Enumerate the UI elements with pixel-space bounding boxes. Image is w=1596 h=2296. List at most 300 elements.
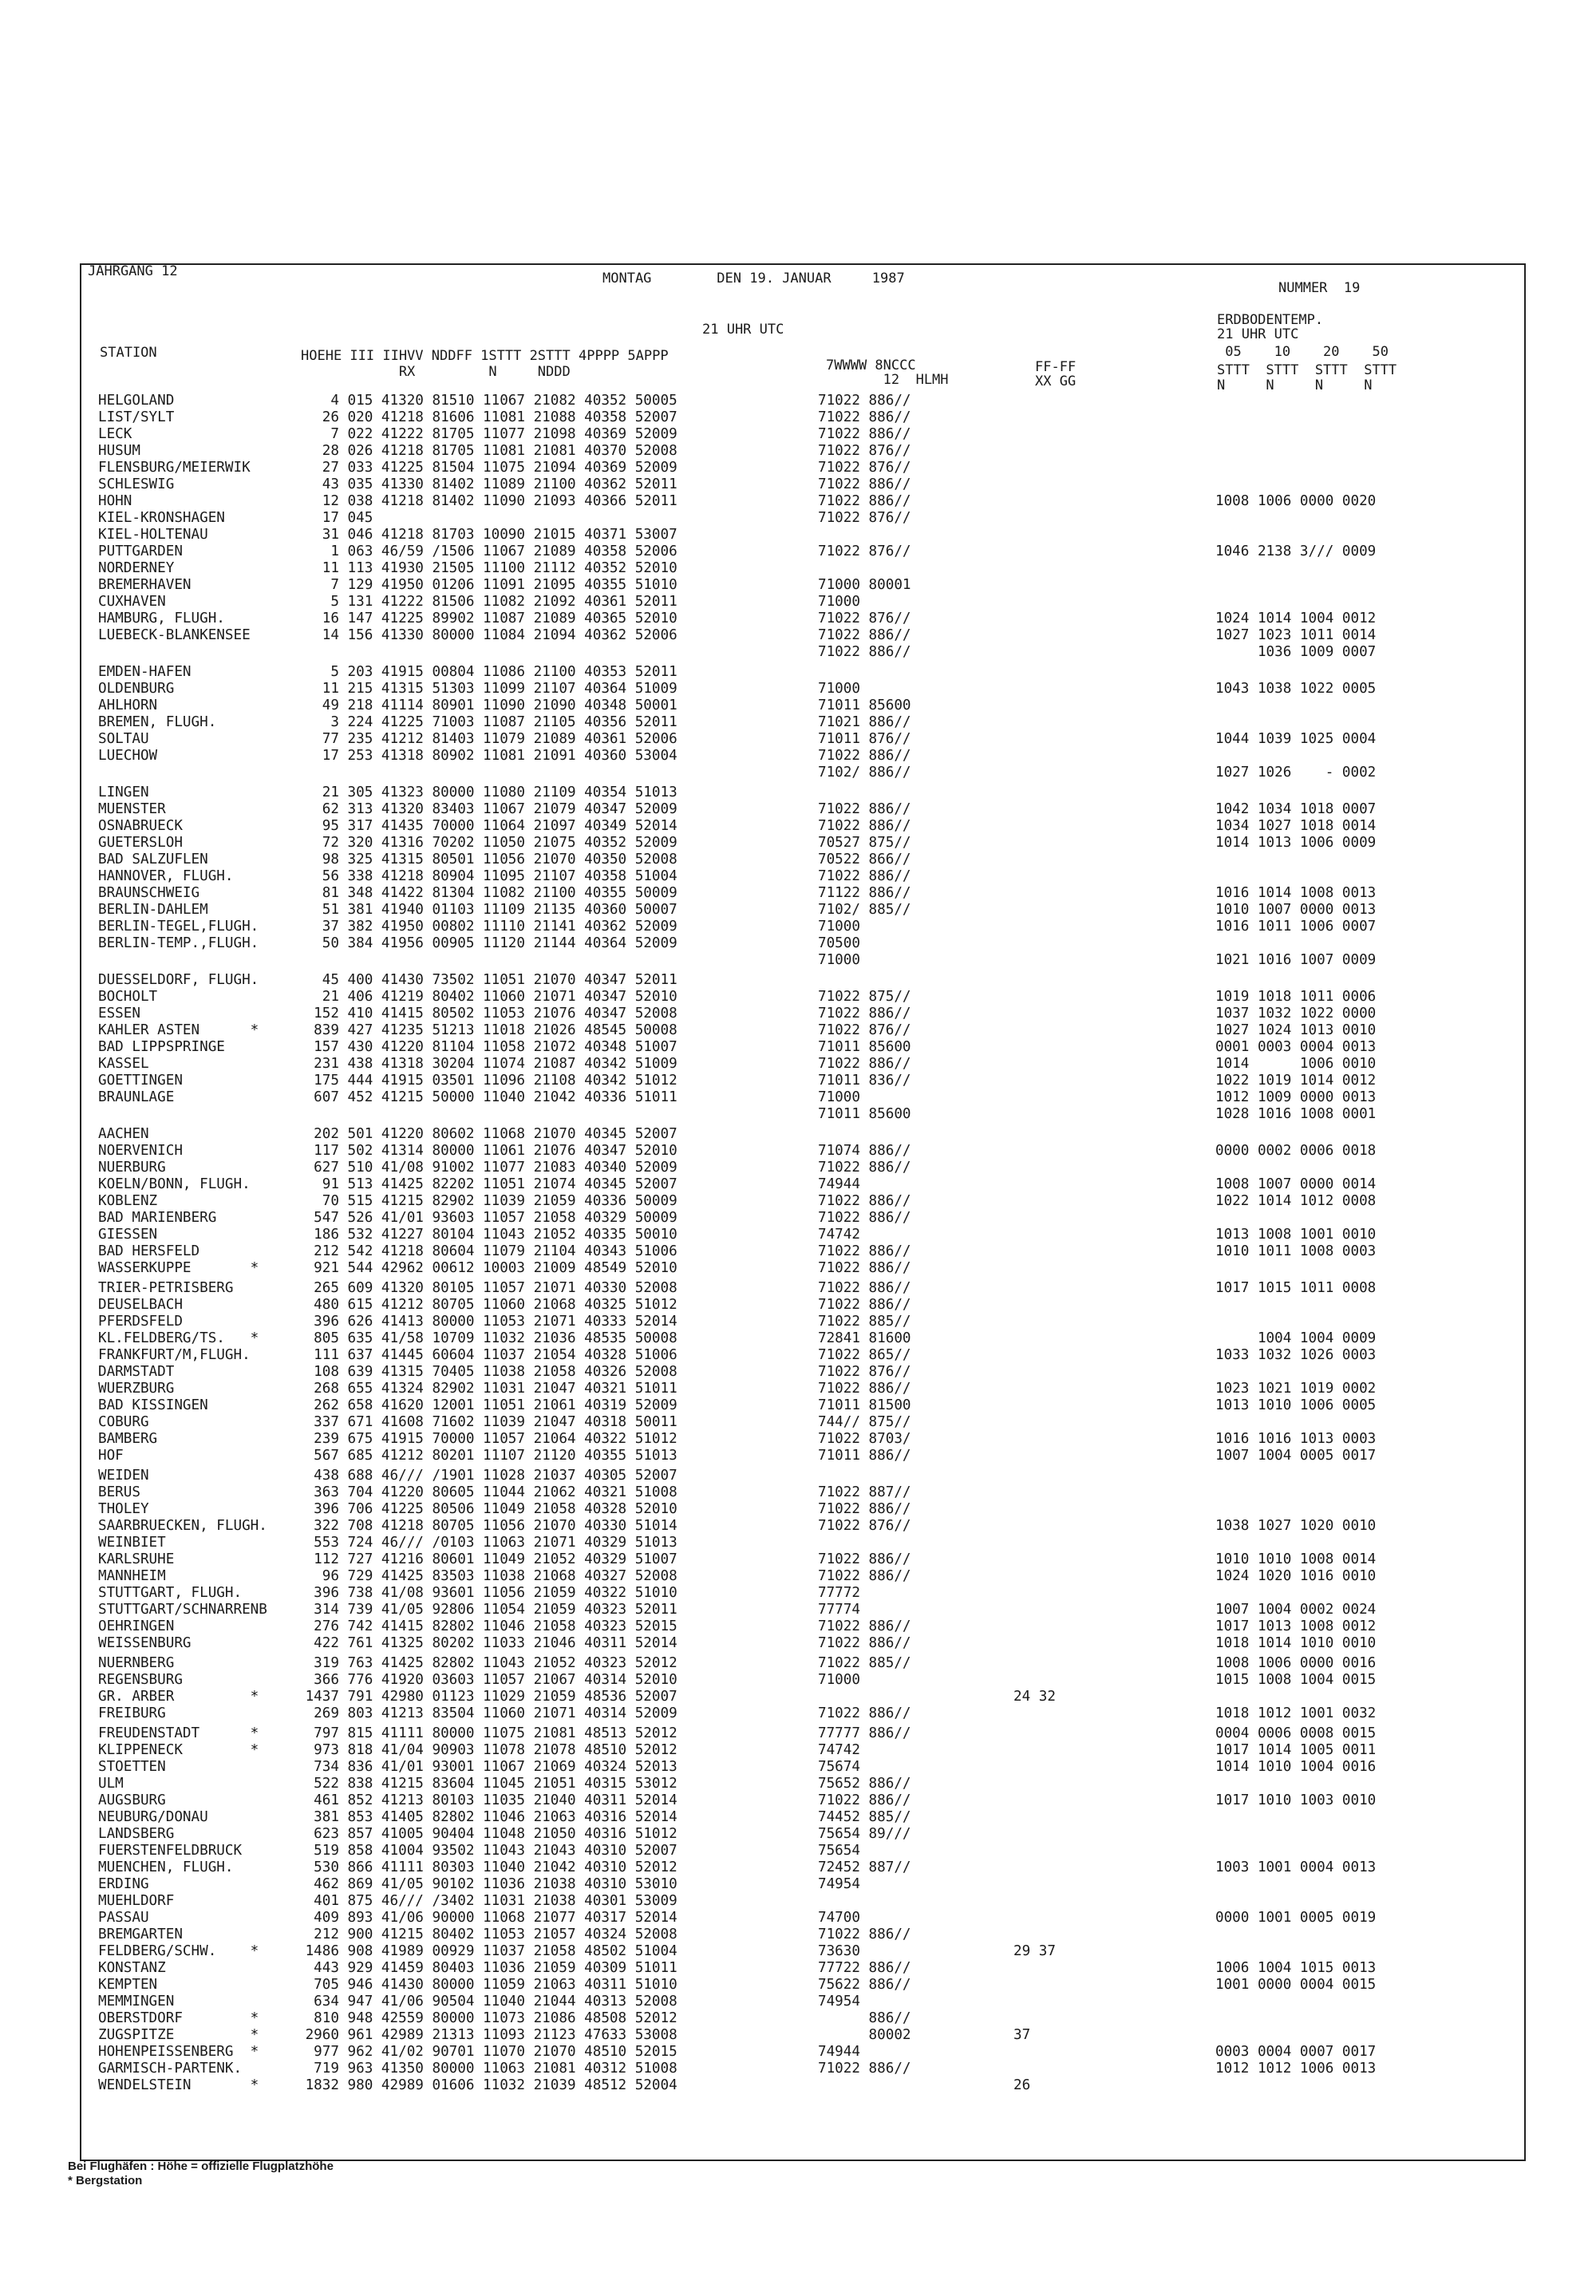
weather-code: 72841 81600: [818, 1330, 911, 1346]
weather-code: 75674: [818, 1759, 860, 1775]
table-row: [0, 1519, 1596, 1533]
station-observations: 265 609 41320 80105 11057 21071 40330 52008: [297, 1280, 678, 1296]
weather-code: 7102/ 885//: [818, 902, 911, 918]
weather-code: 7102/ 886//: [818, 765, 911, 780]
station-observations: 2960 961 42989 21313 11093 21123 47633 53008: [297, 2027, 678, 2043]
table-row: [0, 1399, 1596, 1413]
weather-code: 71022 886//: [818, 1297, 911, 1313]
table-row: [0, 1620, 1596, 1634]
station-observations: 7 022 41222 81705 11077 21098 40369 52009: [297, 426, 678, 442]
table-row: [0, 1570, 1596, 1583]
station-name: NORDERNEY: [98, 560, 175, 576]
soil-temperatures: 1014 1013 1006 0009: [1215, 835, 1377, 851]
weather-code: 71000: [818, 1672, 860, 1688]
station-observations: 108 639 41315 70405 11038 21058 40326 52008: [297, 1364, 678, 1380]
station-name: MEMMINGEN: [98, 1994, 175, 2009]
table-row: [0, 1811, 1596, 1824]
soil-temperatures: 1007 1004 0005 0017: [1215, 1448, 1377, 1464]
station-name: KOELN/BONN, FLUGH.: [98, 1176, 251, 1192]
station-name: FELDBERG/SCHW. *: [98, 1943, 259, 1959]
station-observations: 337 671 41608 71602 11039 21047 40318 50011: [297, 1414, 678, 1430]
soil-temperatures: 1013 1008 1001 0010: [1215, 1227, 1377, 1243]
station-observations: 396 626 41413 80000 11053 21071 40333 52014: [297, 1314, 678, 1330]
table-row: [0, 1587, 1596, 1600]
station-name: GIESSEN: [98, 1227, 158, 1243]
weather-code: 75652 886//: [818, 1776, 911, 1792]
station-name: KARLSRUHE: [98, 1551, 175, 1567]
weather-code: 80002: [818, 2027, 911, 2043]
table-row: [0, 1365, 1596, 1379]
station-observations: 4 015 41320 81510 11067 21082 40352 50005: [297, 393, 678, 409]
table-row: [0, 716, 1596, 729]
station-observations: 96 729 41425 83503 11038 21068 40327 52008: [297, 1568, 678, 1584]
station-name: FREUDENSTADT *: [98, 1725, 259, 1741]
station-observations: 81 348 41422 81304 11082 21100 40355 50009: [297, 885, 678, 901]
station-name: COBURG: [98, 1414, 149, 1430]
station-observations: 461 852 41213 80103 11035 21040 40311 52014: [297, 1792, 678, 1808]
table-row: [0, 1828, 1596, 1841]
weather-code: 71022 886//: [818, 1618, 911, 1634]
weather-code: 71022 876//: [818, 611, 911, 626]
station-column-header: STATION: [100, 345, 157, 361]
table-row: [0, 1449, 1596, 1463]
soil-temperatures: 1022 1014 1012 0008: [1215, 1193, 1377, 1209]
table-row: [0, 1041, 1596, 1054]
soil-temperatures: 0000 0002 0006 0018: [1215, 1143, 1377, 1159]
station-name: OSNABRUECK: [98, 818, 183, 834]
weather-code: 886//: [818, 2010, 911, 2026]
station-name: SAARBRUECKEN, FLUGH.: [98, 1518, 267, 1534]
table-row: [0, 1995, 1596, 2009]
weather-code: 71022 886//: [818, 801, 911, 817]
station-observations: 117 502 41314 80000 11061 21076 40347 52010: [297, 1143, 678, 1159]
station-name: FRANKFURT/M,FLUGH.: [98, 1347, 251, 1363]
station-observations: 805 635 41/58 10709 11032 21036 48535 50008: [297, 1330, 678, 1346]
date-label: MONTAG DEN 19. JANUAR 1987: [602, 271, 905, 287]
station-observations: 530 866 41111 80303 11040 21042 40310 52012: [297, 1859, 678, 1875]
station-name: KL.FELDBERG/TS. *: [98, 1330, 259, 1346]
table-row: [0, 1928, 1596, 1942]
soil-temperatures: 1022 1019 1014 0012: [1215, 1073, 1377, 1089]
station-observations: 734 836 41/01 93001 11067 21069 40324 52013: [297, 1759, 678, 1775]
station-observations: 705 946 41430 80000 11059 21063 40311 51010: [297, 1977, 678, 1993]
table-row: [0, 461, 1596, 475]
station-name: WEIDEN: [98, 1468, 149, 1484]
station-observations: 634 947 41/06 90504 11040 21044 40313 52008: [297, 1994, 678, 2009]
weather-code: 71000: [818, 1089, 860, 1105]
weather-code: 71022 886//: [818, 2061, 911, 2077]
soil-temperatures: 1027 1026 - 0002: [1215, 765, 1377, 780]
soil-temperatures: 1027 1023 1011 0014: [1215, 627, 1377, 643]
soil-temperatures: 0001 0003 0004 0013: [1215, 1039, 1377, 1055]
weather-code: 71000 80001: [818, 577, 911, 593]
table-row: [0, 2045, 1596, 2059]
station-name: NEUBURG/DONAU: [98, 1809, 208, 1825]
weather-code: 71022 886//: [818, 1568, 911, 1584]
weather-code: 71022 886//: [818, 1381, 911, 1397]
weather-code: 77772: [818, 1585, 860, 1601]
soil-temperatures: 1012 1012 1006 0013: [1215, 2061, 1377, 2077]
station-name: REGENSBURG: [98, 1672, 183, 1688]
weather-code: 74700: [818, 1910, 860, 1926]
soil-temperatures: 1034 1027 1018 0014: [1215, 818, 1377, 834]
table-row: [0, 445, 1596, 458]
station-name: HANNOVER, FLUGH.: [98, 868, 234, 884]
wind-gust: 26: [1013, 2077, 1031, 2093]
weather-code: 71022 886//: [818, 1193, 911, 1209]
station-observations: 5 131 41222 81506 11082 21092 40361 52011: [297, 594, 678, 610]
table-row: [0, 2079, 1596, 2092]
weather-code: 71022 865//: [818, 1347, 911, 1363]
weather-code: 71022 876//: [818, 460, 911, 476]
weather-code: 70527 875//: [818, 835, 911, 851]
station-observations: 7 129 41950 01206 11091 21095 40355 51010: [297, 577, 678, 593]
table-row: [0, 937, 1596, 950]
station-observations: 363 704 41220 80605 11044 21062 40321 51008: [297, 1484, 678, 1500]
station-name: GR. ARBER *: [98, 1689, 259, 1705]
station-observations: 719 963 41350 80000 11063 21081 40312 51008: [297, 2061, 678, 2077]
weather-code: 70522 866//: [818, 852, 911, 867]
station-observations: 623 857 41005 90404 11048 21050 40316 51012: [297, 1826, 678, 1842]
weather-code: 77722 886//: [818, 1960, 911, 1976]
station-name: GOETTINGEN: [98, 1073, 183, 1089]
station-observations: 16 147 41225 89902 11087 21089 40365 52010: [297, 611, 678, 626]
weather-code: 71022 885//: [818, 1655, 911, 1671]
weather-code: 71022 886//: [818, 426, 911, 442]
weather-code: 71022 886//: [818, 1792, 911, 1808]
weather-code: 71022 886//: [818, 493, 911, 509]
soil-temperatures: 1044 1039 1025 0004: [1215, 731, 1377, 747]
station-observations: 443 929 41459 80403 11036 21059 40309 51011: [297, 1960, 678, 1976]
weather-code: 71000: [818, 919, 860, 935]
station-name: STUTTGART, FLUGH.: [98, 1585, 243, 1601]
station-observations: 231 438 41318 30204 11074 21087 40342 51009: [297, 1056, 678, 1072]
station-observations: 1437 791 42980 01123 11029 21059 48536 52007: [297, 1689, 678, 1705]
station-observations: 522 838 41215 83604 11045 21051 40315 53012: [297, 1776, 678, 1792]
soil-temperatures: 1021 1016 1007 0009: [1215, 952, 1377, 968]
table-row: [0, 1469, 1596, 1483]
table-row: [0, 1178, 1596, 1191]
soil-temperatures: 1016 1016 1013 0003: [1215, 1431, 1377, 1447]
weather-code: 71011 876//: [818, 731, 911, 747]
station-observations: 462 869 41/05 90102 11036 21038 40310 53010: [297, 1876, 678, 1892]
weather-code: 71022 886//: [818, 1056, 911, 1072]
weather-column-header: 7WWWW 8NCCC: [826, 358, 916, 373]
soil-temperatures: 1014 1006 0010: [1215, 1056, 1377, 1072]
weather-code: 71122 886//: [818, 885, 911, 901]
station-observations: 396 738 41/08 93601 11056 21059 40322 51010: [297, 1585, 678, 1601]
weather-code: 744// 875//: [818, 1414, 911, 1430]
weather-code: 71011 85600: [818, 697, 911, 713]
station-name: MUEHLDORF: [98, 1893, 175, 1909]
soil-temperatures: 1024 1020 1016 0010: [1215, 1568, 1377, 1584]
table-row: [0, 1057, 1596, 1071]
weather-code: 71000: [818, 594, 860, 610]
station-observations: 17 253 41318 80902 11081 21091 40360 53004: [297, 748, 678, 764]
table-row: [0, 1536, 1596, 1550]
soil-temperatures: 1018 1012 1001 0032: [1215, 1705, 1377, 1721]
station-observations: 111 637 41445 60604 11037 21054 40328 51006: [297, 1347, 678, 1363]
weather-code: 71000: [818, 952, 860, 968]
weather-code: 71022 876//: [818, 443, 911, 459]
weather-code: 74742: [818, 1742, 860, 1758]
station-observations: 567 685 41212 80201 11107 21120 40355 51013: [297, 1448, 678, 1464]
table-row: [0, 1228, 1596, 1242]
station-observations: 409 893 41/06 90000 11068 21077 40317 52014: [297, 1910, 678, 1926]
station-name: HUSUM: [98, 443, 140, 459]
station-name: WUERZBURG: [98, 1381, 175, 1397]
weather-code: 75654 89///: [818, 1826, 911, 1842]
station-observations: 212 542 41218 80604 11079 21104 40343 51006: [297, 1243, 678, 1259]
table-row: [0, 612, 1596, 626]
station-name: HOHN: [98, 493, 132, 509]
station-name: DEUSELBACH: [98, 1297, 183, 1313]
station-observations: 14 156 41330 80000 11084 21094 40362 52006: [297, 627, 678, 643]
table-row: [0, 974, 1596, 987]
station-observations: 157 430 41220 81104 11058 21072 40348 51007: [297, 1039, 678, 1055]
table-row: [0, 528, 1596, 542]
weather-code: 73630: [818, 1943, 860, 1959]
weather-code: 71011 85600: [818, 1106, 911, 1122]
station-observations: 276 742 41415 82802 11046 21058 40323 52015: [297, 1618, 678, 1634]
wind-column-subheader: XX GG: [1035, 373, 1077, 389]
table-row: [0, 411, 1596, 425]
station-observations: 5 203 41915 00804 11086 21100 40353 52011: [297, 664, 678, 680]
station-observations: 401 875 46/// /3402 11031 21038 40301 53009: [297, 1893, 678, 1909]
station-name: NOERVENICH: [98, 1143, 183, 1159]
table-row: [0, 428, 1596, 441]
station-name: BERLIN-TEGEL,FLUGH.: [98, 919, 259, 935]
station-observations: 152 410 41415 80502 11053 21076 40347 52008: [297, 1006, 678, 1022]
station-name: LIST/SYLT: [98, 409, 175, 425]
station-observations: 977 962 41/02 90701 11070 21070 48510 52015: [297, 2044, 678, 2060]
table-row: [0, 2062, 1596, 2076]
table-row: [0, 1962, 1596, 1975]
station-observations: 12 038 41218 81402 11090 21093 40366 52011: [297, 493, 678, 509]
table-row: [0, 595, 1596, 609]
station-observations: 1486 908 41989 00929 11037 21058 48502 51004: [297, 1943, 678, 1959]
wind-gust: 29 37: [1013, 1943, 1056, 1959]
station-name: OEHRINGEN: [98, 1618, 175, 1634]
station-name: PASSAU: [98, 1910, 149, 1926]
station-observations: 607 452 41215 50000 11040 21042 40336 51011: [297, 1089, 678, 1105]
table-row: [0, 1945, 1596, 1958]
station-observations: 1832 980 42989 01606 11032 21039 48512 52004: [297, 2077, 678, 2093]
station-observations: 98 325 41315 80501 11056 21070 40350 52008: [297, 852, 678, 867]
table-row: [0, 1911, 1596, 1925]
weather-code: 71022 886//: [818, 1551, 911, 1567]
weather-code: 71011 85600: [818, 1039, 911, 1055]
soil-temperatures: 1015 1008 1004 0015: [1215, 1672, 1377, 1688]
table-row: [0, 1895, 1596, 1908]
station-name: BREMGARTEN: [98, 1927, 183, 1942]
station-observations: 50 384 41956 00905 11120 21144 40364 52009: [297, 935, 678, 951]
soil-temperatures: 1027 1024 1013 0010: [1215, 1022, 1377, 1038]
station-name: PFERDSFELD: [98, 1314, 183, 1330]
station-observations: 810 948 42559 80000 11073 21086 48508 52012: [297, 2010, 678, 2026]
station-name: MUENSTER: [98, 801, 166, 817]
station-name: BRAUNSCHWEIG: [98, 885, 200, 901]
table-row: [0, 1657, 1596, 1670]
soil-temperatures: 1038 1027 1020 0010: [1215, 1518, 1377, 1534]
weather-code: 71074 886//: [818, 1143, 911, 1159]
station-observations: 31 046 41218 81703 10090 21015 40371 53007: [297, 527, 678, 543]
table-row: [0, 1315, 1596, 1329]
weather-code: 77777 886//: [818, 1725, 911, 1741]
weather-code: 71022 886//: [818, 1260, 911, 1276]
station-observations: 28 026 41218 81705 11081 21081 40370 52008: [297, 443, 678, 459]
table-row: [0, 1674, 1596, 1687]
weather-code: 71022 886//: [818, 476, 911, 492]
table-row: [0, 512, 1596, 525]
station-observations: 45 400 41430 73502 11051 21070 40347 52011: [297, 972, 678, 988]
weather-column-subheader: 12 HLMH: [826, 372, 949, 388]
soil-temperatures: 0004 0006 0008 0015: [1215, 1725, 1377, 1741]
soil-temp-title: ERDBODENTEMP.: [1217, 312, 1324, 328]
station-name: MUENCHEN, FLUGH.: [98, 1859, 234, 1875]
soil-temperatures: 1019 1018 1011 0006: [1215, 989, 1377, 1005]
station-name: ULM: [98, 1776, 124, 1792]
table-row: [0, 646, 1596, 659]
soil-temperatures: 1004 1004 0009: [1215, 1330, 1377, 1346]
station-name: STUTTGART/SCHNARRENB: [98, 1602, 267, 1618]
weather-code: 74954: [818, 1876, 860, 1892]
soil-temperatures: 1023 1021 1019 0002: [1215, 1381, 1377, 1397]
weather-code: 71011 886//: [818, 1448, 911, 1464]
station-observations: 70 515 41215 82902 11039 21059 40336 50009: [297, 1193, 678, 1209]
station-observations: 381 853 41405 82802 11046 21063 40316 52014: [297, 1809, 678, 1825]
station-name: FREIBURG: [98, 1705, 166, 1721]
soil-temperatures: 1013 1010 1006 0005: [1215, 1397, 1377, 1413]
station-name: WEINBIET: [98, 1535, 166, 1551]
station-name: BAD HERSFELD: [98, 1243, 200, 1259]
table-row: [0, 1349, 1596, 1362]
table-row: [0, 749, 1596, 763]
weather-code: 71022 886//: [818, 1160, 911, 1176]
weather-code: 71022 887//: [818, 1484, 911, 1500]
weather-code: 71022 876//: [818, 543, 911, 559]
station-name: FUERSTENFELDBRUCK: [98, 1843, 243, 1859]
station-observations: 239 675 41915 70000 11057 21064 40322 51012: [297, 1431, 678, 1447]
station-observations: 212 900 41215 80402 11053 21057 40324 52008: [297, 1927, 678, 1942]
station-name: KLIPPENECK *: [98, 1742, 259, 1758]
table-row: [0, 1144, 1596, 1158]
station-observations: 553 724 46/// /0103 11063 21071 40329 51013: [297, 1535, 678, 1551]
station-name: BOCHOLT: [98, 989, 158, 1005]
station-observations: 797 815 41111 80000 11075 21081 48513 52012: [297, 1725, 678, 1741]
table-row: [0, 1091, 1596, 1105]
weather-code: 75654: [818, 1843, 860, 1859]
table-row: [0, 1282, 1596, 1295]
weather-code: 71021 886//: [818, 714, 911, 730]
table-row: [0, 1761, 1596, 1774]
table-row: [0, 1486, 1596, 1500]
station-observations: 21 406 41219 80402 11060 21071 40347 52010: [297, 989, 678, 1005]
weather-code: 71022 8703/: [818, 1431, 911, 1447]
weather-code: 74452 885//: [818, 1809, 911, 1825]
soil-temperatures: 1017 1010 1003 0010: [1215, 1792, 1377, 1808]
soil-temperatures: 1037 1032 1022 0000: [1215, 1006, 1377, 1022]
soil-temperatures: 1018 1014 1010 0010: [1215, 1635, 1377, 1651]
table-row: [0, 2012, 1596, 2025]
station-name: LUEBECK-BLANKENSEE: [98, 627, 251, 643]
table-row: [0, 786, 1596, 800]
table-row: [0, 495, 1596, 508]
station-name: BAD MARIENBERG: [98, 1210, 217, 1226]
wind-gust: 37: [1013, 2027, 1031, 2043]
table-row: [0, 1332, 1596, 1346]
weather-code: 77774: [818, 1602, 860, 1618]
weather-code: 71022 886//: [818, 1635, 911, 1651]
station-name: WASSERKUPPE *: [98, 1260, 259, 1276]
weather-code: 74742: [818, 1227, 860, 1243]
table-row: [0, 1211, 1596, 1225]
soil-temperatures: 1003 1001 0004 0013: [1215, 1859, 1377, 1875]
soil-temperatures: 1008 1006 0000 0016: [1215, 1655, 1377, 1671]
table-row: [0, 803, 1596, 816]
station-observations: 3 224 41225 71003 11087 21105 40356 52011: [297, 714, 678, 730]
weather-code: 70500: [818, 935, 860, 951]
soil-temperatures: 1006 1004 1015 0013: [1215, 1960, 1377, 1976]
station-name: PUTTGARDEN: [98, 543, 183, 559]
soil-temperatures: 1017 1015 1011 0008: [1215, 1280, 1377, 1296]
station-name: KONSTANZ: [98, 1960, 166, 1976]
station-name: GARMISCH-PARTENK.: [98, 2061, 243, 2077]
table-row: [0, 1416, 1596, 1429]
table-row: [0, 836, 1596, 850]
station-name: BREMEN, FLUGH.: [98, 714, 217, 730]
table-row: [0, 1603, 1596, 1617]
table-row: [0, 903, 1596, 917]
table-row: [0, 1074, 1596, 1088]
station-name: ZUGSPITZE *: [98, 2027, 259, 2043]
station-name: AHLHORN: [98, 697, 158, 713]
station-name: GUETERSLOH: [98, 835, 183, 851]
soil-temp-utc: 21 UHR UTC: [1217, 326, 1299, 342]
weather-code: 71022 886//: [818, 1280, 911, 1296]
station-name: BAMBERG: [98, 1431, 158, 1447]
soil-temp-codes: STTT STTT STTT STTT: [1217, 362, 1397, 378]
table-row: [0, 2029, 1596, 2042]
weather-code: 71022 886//: [818, 1006, 911, 1022]
table-row: [0, 1861, 1596, 1875]
soil-temperatures: 1014 1010 1004 0016: [1215, 1759, 1377, 1775]
weather-code: 71022 876//: [818, 510, 911, 526]
soil-temperatures: 1010 1011 1008 0003: [1215, 1243, 1377, 1259]
station-name: DARMSTADT: [98, 1364, 175, 1380]
station-name: KIEL-HOLTENAU: [98, 527, 208, 543]
station-name: BERLIN-DAHLEM: [98, 902, 208, 918]
table-row: [0, 820, 1596, 833]
table-row: [0, 666, 1596, 679]
weather-code: 71022 886//: [818, 1210, 911, 1226]
station-name: LECK: [98, 426, 132, 442]
weather-code: 71011 81500: [818, 1397, 911, 1413]
table-row: [0, 1690, 1596, 1704]
table-row: [0, 887, 1596, 900]
station-name: TRIER-PETRISBERG: [98, 1280, 234, 1296]
weather-code: 71022 886//: [818, 393, 911, 409]
station-name: ESSEN: [98, 1006, 140, 1022]
station-observations: 319 763 41425 82802 11043 21052 40323 52012: [297, 1655, 678, 1671]
weather-code: 71022 886//: [818, 868, 911, 884]
weather-code: 71022 886//: [818, 1705, 911, 1721]
soil-temperatures: 1042 1034 1018 0007: [1215, 801, 1377, 817]
station-name: KAHLER ASTEN *: [98, 1022, 259, 1038]
soil-temp-depths: 05 10 20 50: [1217, 344, 1389, 360]
station-observations: 322 708 41218 80705 11056 21070 40330 51014: [297, 1518, 678, 1534]
weather-code: 74954: [818, 1994, 860, 2009]
